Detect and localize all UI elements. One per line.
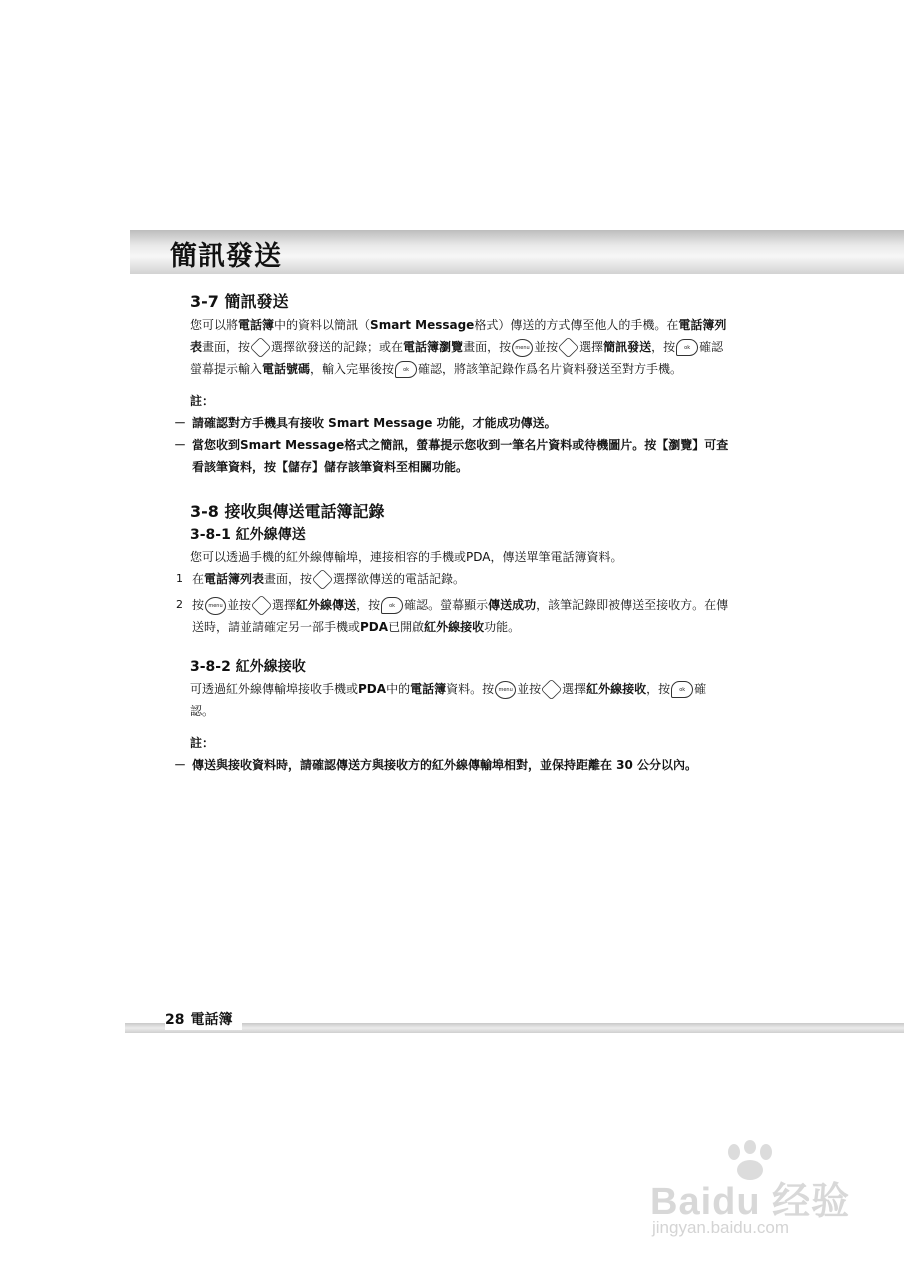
note-text: 當您收到Smart Message格式之簡訊，螢幕提示您收到一筆名片資料或待機圖片。按【瀏覽】可查看該筆資料，按【儲存】儲存該筆資料至相關功能。: [192, 438, 729, 474]
watermark: [650, 1140, 860, 1245]
text: 按: [192, 598, 205, 612]
text: 畫面，按: [264, 572, 313, 586]
dash-bullet: －: [174, 758, 187, 772]
bold-term: 紅外線接收: [586, 682, 647, 696]
section-heading-3-8: 3-8 接收與傳送電話簿記錄: [190, 502, 385, 521]
menu-key-icon: menu: [495, 681, 516, 699]
ok-key-icon: ok: [395, 361, 417, 378]
text: 中的: [386, 682, 411, 696]
text: 中的資料以簡訊（: [274, 318, 371, 332]
text: 畫面，按: [463, 340, 512, 354]
nav-key-icon: [541, 679, 562, 700]
page-footer: [165, 1010, 242, 1030]
text: 並按: [534, 340, 559, 354]
bold-term: 電話號碼: [262, 362, 311, 376]
text: ，按: [356, 598, 381, 612]
section-3-8-2-paragraph: [190, 678, 730, 722]
bold-term: 電話簿列表: [190, 318, 727, 354]
text: 選擇欲發送的記錄；或在: [271, 340, 404, 354]
text: 確認螢幕提示輸入: [190, 340, 724, 376]
note-text: 請確認對方手機具有接收 Smart Message 功能，才能成功傳送。: [192, 416, 557, 430]
bold-term: 電話簿瀏覽: [403, 340, 464, 354]
text: 選擇: [562, 682, 587, 696]
nav-key-icon: [250, 337, 271, 358]
bold-term: PDA: [360, 620, 389, 634]
note-item: [174, 754, 730, 776]
section-3-7-intro: [190, 314, 730, 380]
step-number: 1: [176, 572, 183, 585]
text: 畫面，按: [202, 340, 251, 354]
nav-key-icon: [251, 595, 272, 616]
bold-term: Smart Message: [370, 318, 475, 332]
page-number: 28: [165, 1012, 185, 1028]
text: 您可以將: [190, 318, 239, 332]
text: ，該筆記錄即被傳送至接收方。在傳送時，請並請確定另一部手機或: [192, 598, 729, 634]
text: ，按: [651, 340, 676, 354]
text: 並按: [517, 682, 542, 696]
watermark-logo-text: Baidu 经验: [650, 1181, 851, 1223]
bold-term: 傳送成功: [488, 598, 537, 612]
text: ，按: [646, 682, 671, 696]
section-heading-3-7: 3-7 簡訊發送: [190, 292, 289, 311]
text: 已開啟: [388, 620, 425, 634]
footer-section-title: 電話簿: [190, 1012, 233, 1028]
page-title: 簡訊發送: [170, 241, 282, 272]
ok-key-icon: ok: [676, 339, 698, 356]
text: 確認。: [190, 682, 707, 718]
subsection-heading-3-8-2: 3-8-2 紅外線接收: [190, 659, 306, 675]
note-label: 註：: [190, 394, 215, 408]
text: 功能。: [484, 620, 521, 634]
step-item: [176, 568, 730, 590]
subsection-heading-3-8-1: 3-8-1 紅外線傳送: [190, 527, 306, 543]
dash-bullet: －: [174, 438, 187, 452]
nav-key-icon: [312, 569, 333, 590]
menu-key-icon: menu: [512, 339, 533, 357]
text: 選擇: [579, 340, 604, 354]
note-label: 註：: [190, 736, 215, 750]
text: 選擇欲傳送的電話記錄。: [333, 572, 466, 586]
text: 在: [192, 572, 205, 586]
dash-bullet: －: [174, 416, 187, 430]
text: 可透過紅外線傳輸埠接收手機或: [190, 682, 359, 696]
bold-term: 電話簿列表: [204, 572, 265, 586]
ok-key-icon: ok: [381, 597, 403, 614]
note-text: 傳送與接收資料時，請確認傳送方與接收方的紅外線傳輸埠相對，並保持距離在 30 公分以內。: [192, 758, 698, 772]
content: [174, 290, 730, 776]
text: 確認，將該筆記錄作爲名片資料發送至對方手機。: [418, 362, 683, 376]
menu-key-icon: menu: [205, 597, 226, 615]
bold-term: 電話簿: [238, 318, 275, 332]
note-item: [174, 434, 730, 478]
text: 並按: [227, 598, 252, 612]
section-3-8-1-intro: 您可以透過手機的紅外線傳輸埠，連接相容的手機或PDA，傳送單筆電話簿資料。: [190, 550, 623, 564]
text: 格式）傳送的方式傳至他人的手機。在: [474, 318, 679, 332]
bold-term: 紅外線傳送: [296, 598, 357, 612]
watermark-url: jingyan.baidu.com: [652, 1218, 790, 1237]
bold-term: 簡訊發送: [603, 340, 652, 354]
bold-term: PDA: [358, 682, 387, 696]
bold-term: 電話簿: [410, 682, 447, 696]
text: 確認。螢幕顯示: [404, 598, 489, 612]
step-number: 2: [176, 598, 183, 611]
step-item: [176, 594, 730, 638]
ok-key-icon: ok: [671, 681, 693, 698]
text: ，輸入完畢後按: [310, 362, 395, 376]
note-item: [174, 412, 730, 434]
bold-term: 紅外線接收: [424, 620, 485, 634]
text: 選擇: [272, 598, 297, 612]
text: 資料。按: [446, 682, 495, 696]
nav-key-icon: [558, 337, 579, 358]
